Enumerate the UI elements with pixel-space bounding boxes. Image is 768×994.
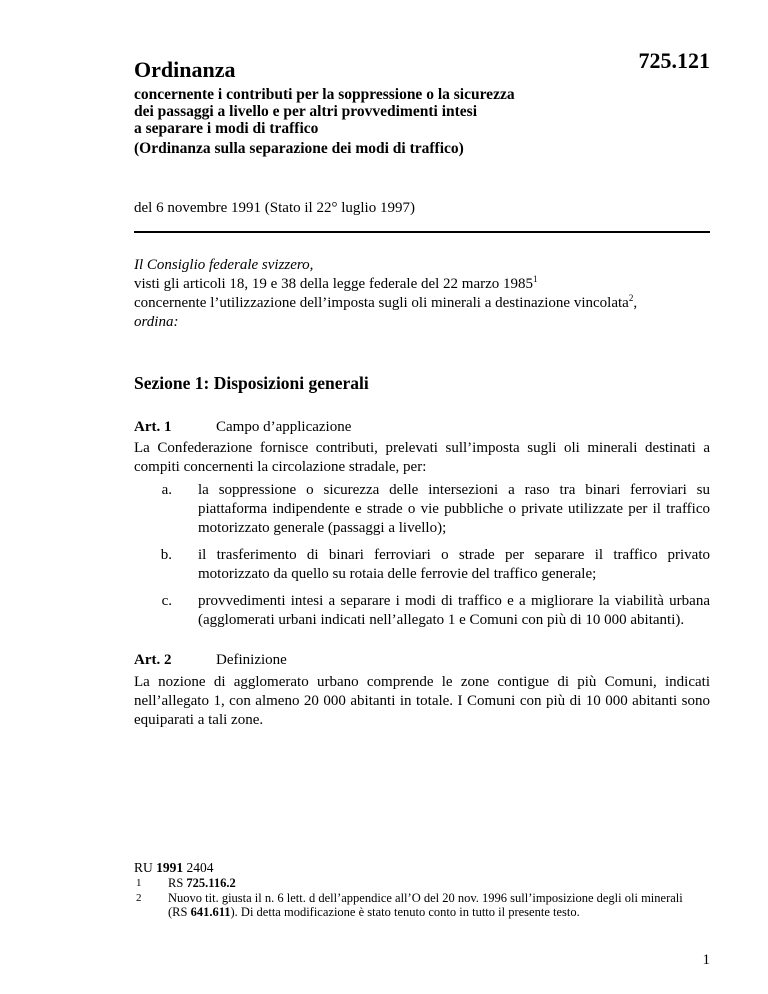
short-title: (Ordinanza sulla separazione dei modi di traffico) [134, 140, 464, 157]
footnote-ref: 2 [628, 293, 634, 303]
list-item: a. la soppressione o sicurezza delle intersezioni a raso tra binari ferroviari su piattaforma indipendente e strade o vie pubbliche o private utilizzate per il traffico motorizzato generale (passaggi a livello); [161, 482, 710, 536]
divider [134, 231, 710, 233]
footnote-ref: 1 [533, 274, 538, 284]
preamble-authority: Il Consiglio federale svizzero, [134, 257, 314, 273]
document-number: 725.121 [638, 48, 710, 73]
preamble-legal-basis-cont: concernente l’utilizzazione dell’imposta sugli oli minerali a destinazione vincolata$^2$, [134, 293, 638, 311]
article-title: Campo d’applicazione [216, 419, 352, 435]
list-item: b. il trasferimento di binari ferroviari o strade per separare il traffico privato motorizzato da quello su rotaia delle ferrovie del traffico generale; [160, 547, 710, 582]
document-subtitle [134, 86, 694, 157]
document-date: del 6 novembre 1991 (Stato il 22° luglio 1997) [134, 200, 415, 216]
article-heading [134, 652, 287, 669]
article-intro: La Confederazione fornisce contributi, prelevati sull’imposta sugli oli minerali destinati a compiti concernenti la circolazione stradale, per: [134, 440, 710, 475]
article-heading [134, 419, 351, 436]
subtitle-line: dei passaggi a livello e per altri provvedimenti intesi [134, 103, 477, 120]
official-compilation-ref: RU 1991 2404 [134, 860, 214, 875]
preamble-legal-basis: visti gli articoli 18, 19 e 38 della legge federale del 22 marzo 1985$^1$ [134, 274, 538, 292]
preamble [134, 256, 714, 332]
article-label: Art. 1 [134, 419, 172, 435]
section-heading: Sezione 1: Disposizioni generali [134, 373, 369, 393]
subtitle-line: a separare i modi di traffico [134, 120, 319, 137]
document-title: Ordinanza [134, 57, 236, 82]
article-label: Art. 2 [134, 652, 172, 668]
subtitle-line: concernente i contributi per la soppressione o la sicurezza [134, 86, 515, 103]
footnote: 2 Nuovo tit. giusta il n. 6 lett. d dell’appendice all’O del 20 nov. 1996 sull’imposizione degli oli minerali (RS 641.611). Di detta modificazione è stato tenuto conto in tutto il presente testo. [136, 891, 683, 919]
article-list [134, 481, 710, 638]
page-number: 1 [702, 952, 710, 968]
list-item: c. provvedimenti intesi a separare i modi di traffico e a migliorare la viabilità urbana (agglomerati urbani indicati nell’allegato 1 e Comuni con più di 10 000 abitanti). [161, 593, 710, 628]
preamble-enacting: ordina: [134, 314, 179, 330]
footnote: 1 RS 725.116.2 [136, 876, 236, 890]
article-title: Definizione [216, 652, 287, 668]
article-text: La nozione di agglomerato urbano comprende le zone contigue di più Comuni, indicati nell’allegato 1, con almeno 20 000 abitanti in totale. I Comuni con più di 10 000 abitanti sono equiparati a tali zone. [134, 674, 710, 728]
